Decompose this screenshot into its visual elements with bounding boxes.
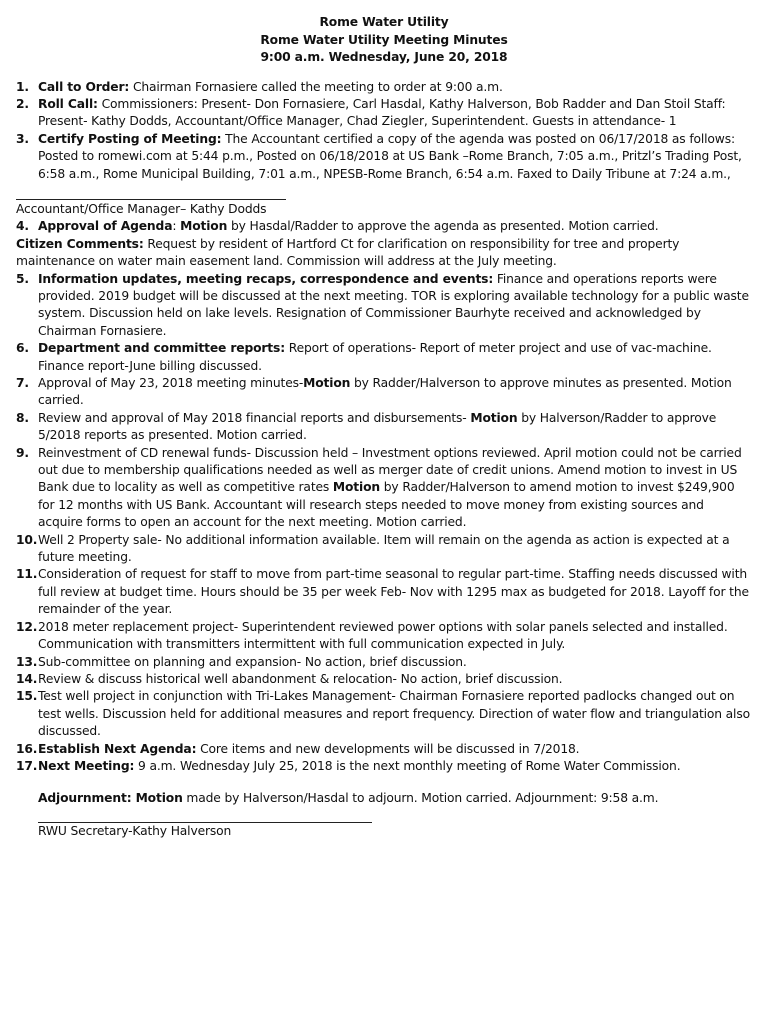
item-text-pre: Approval of May 23, 2018 meeting minutes- xyxy=(38,376,304,390)
agenda-item xyxy=(16,96,752,131)
agenda-item xyxy=(16,340,752,375)
item-text: Consideration of request for staff to move from part-time seasonal to regular part-time. Staffing needs discussed with full review at budget time. Hours should be 35 per week Feb- Nov with 1295 max as budgeted for 2018. Layoff for the remainder of the year. xyxy=(38,567,749,617)
secretary-signature-line xyxy=(38,810,372,823)
item-text: by Hasdal/Radder to approve the agenda as presented. Motion carried. xyxy=(227,219,659,234)
item-text: Finance and operations reports were provided. 2019 budget will be discussed at the next meeting. TOR is exploring available technology for a public waste system. Discussion held on lake levels. Resignation of Commissioner Baurhyte received and acknowledged by Chairman Fornasiere. xyxy=(38,271,749,338)
item-number: 17. xyxy=(16,758,38,773)
motion-keyword: Motion xyxy=(180,219,228,234)
agenda-item xyxy=(16,758,752,775)
agenda-item xyxy=(16,654,752,671)
agenda-item xyxy=(16,566,752,618)
item-number: 5. xyxy=(16,271,29,286)
agenda-item xyxy=(16,131,752,183)
agenda-item xyxy=(16,671,752,688)
citizen-comments xyxy=(16,236,752,271)
item-number: 12. xyxy=(16,619,38,634)
item-text: by Radder/Halverson to amend motion to invest $249,900 for 12 months with US Bank. Accountant will research steps needed to move money from existing sources and acquire forms to open an account for the next meeting. Motion carried. xyxy=(38,480,735,530)
agenda-items-part1 xyxy=(16,79,752,183)
accountant-signature-line xyxy=(16,183,286,200)
item-text: Chairman Fornasiere called the meeting to order at 9:00 a.m. xyxy=(129,79,503,94)
agenda-item xyxy=(16,532,752,567)
adjournment xyxy=(38,790,752,807)
agenda-item-approval xyxy=(16,218,752,235)
motion-keyword: Motion xyxy=(470,410,518,425)
item-text: by Radder/Halverson to approve minutes as presented. Motion carried. xyxy=(38,376,732,408)
accountant-signature-label: Accountant/Office Manager– Kathy Dodds xyxy=(16,201,267,216)
item-number: 10. xyxy=(16,532,38,547)
item-number: 13. xyxy=(16,654,38,669)
item-text: 2018 meter replacement project- Superintendent reviewed power options with solar panels selected and installed. Communication with transmitters intermittent with full communication expected in July. xyxy=(38,619,728,652)
organization-name: Rome Water Utility xyxy=(319,15,449,29)
agenda-item xyxy=(16,79,752,96)
agenda-item xyxy=(16,688,752,740)
agenda-item xyxy=(16,375,752,410)
item-text: by Halverson/Radder to approve 5/2018 reports as presented. Motion carried. xyxy=(38,410,717,443)
item-label: Department and committee reports: xyxy=(38,341,285,356)
item-label: Roll Call: xyxy=(38,96,98,111)
item-number: 6. xyxy=(16,341,29,356)
agenda-items-part2 xyxy=(16,271,752,776)
item-label: Call to Order: xyxy=(38,79,130,94)
item-number: 16. xyxy=(16,741,38,756)
item-label: Establish Next Agenda: xyxy=(38,741,197,756)
item-number: 15. xyxy=(16,689,38,704)
item-text-pre: Review and approval of May 2018 financial reports and disbursements- xyxy=(38,410,471,425)
item-text: 9 a.m. Wednesday July 25, 2018 is the next monthly meeting of Rome Water Commission. xyxy=(134,758,681,773)
item-number: 8. xyxy=(16,410,29,425)
item-label: Next Meeting: xyxy=(38,758,135,773)
document-title: Rome Water Utility Meeting Minutes xyxy=(260,32,508,47)
item-label: Information updates, meeting recaps, correspondence and events: xyxy=(38,271,494,286)
item-number: 14. xyxy=(16,671,38,686)
document-header xyxy=(16,14,752,67)
item-text: Well 2 Property sale- No additional information available. Item will remain on the agenda as action is expected at a future meeting. xyxy=(38,532,730,565)
item-text: Test well project in conjunction with Tri-Lakes Management- Chairman Fornasiere reported padlocks changed out on test wells. Discussion held for additional measures and report frequency. Direction of water flow and triangulation also discussed. xyxy=(38,689,750,739)
item-text: Commissioners: Present- Don Fornasiere, Carl Hasdal, Kathy Halverson, Bob Radder and Dan Stoil Staff: Present- Kathy Dodds, Accountant/Office Manager, Chad Ziegler, Superintendent. Guests in attendance- 1 xyxy=(38,96,726,129)
citizen-comments-text: Request by resident of Hartford Ct for clarification on responsibility for tree and property maintenance on water main easement land. Commission will address at the July meeting. xyxy=(16,236,680,269)
agenda-item xyxy=(16,619,752,654)
item-text: Core items and new developments will be discussed in 7/2018. xyxy=(196,741,580,756)
secretary-signature-label: RWU Secretary-Kathy Halverson xyxy=(38,823,232,838)
item-number: 4. xyxy=(16,219,29,234)
item-number: 9. xyxy=(16,445,29,460)
item-number: 3. xyxy=(16,131,29,146)
citizen-comments-label: Citizen Comments: xyxy=(16,236,144,251)
item-label: Approval of Agenda xyxy=(38,219,173,234)
agenda-item xyxy=(16,741,752,758)
motion-keyword: Motion xyxy=(332,480,381,495)
item-text-pre: Reinvestment of CD renewal funds- Discussion held – Investment options reviewed. April motion could not be carried out due to membership qualifications needed as well as merger date of credit unions. Amend motion to invest in US Bank due to locality as well as competitive rates xyxy=(38,445,742,495)
item-number: 2. xyxy=(16,96,29,111)
adjournment-label: Adjournment: Motion xyxy=(38,791,183,806)
agenda-item xyxy=(16,410,752,445)
agenda-item xyxy=(16,445,752,532)
item-text: The Accountant certified a copy of the agenda was posted on 06/17/2018 as follows: Posted to romewi.com at 5:44 p.m., Posted on 06/18/2018 at US Bank –Rome Branch, 7:05 a.m., Pritzl’s Trading Post, 6:58 a.m., Rome Municipal Building, 7:01 a.m., NPESB-Rome Branch, 6:54 a.m. Faxed to Daily Tribune at 7:24 a.m., xyxy=(38,131,742,181)
adjournment-text: made by Halverson/Hasdal to adjourn. Motion carried. Adjournment: 9:58 a.m. xyxy=(182,791,659,806)
item-text: Sub-committee on planning and expansion- No action, brief discussion. xyxy=(38,654,467,669)
agenda-item xyxy=(16,271,752,341)
item-colon: : xyxy=(172,219,181,234)
item-text: Review & discuss historical well abandonment & relocation- No action, brief discussion. xyxy=(38,671,563,686)
item-number: 1. xyxy=(16,79,29,94)
item-number: 11. xyxy=(16,567,38,582)
motion-keyword: Motion xyxy=(303,376,351,390)
item-number: 7. xyxy=(16,376,29,390)
item-text: Report of operations- Report of meter project and use of vac-machine. Finance report-June billing discussed. xyxy=(38,341,712,373)
meeting-datetime: 9:00 a.m. Wednesday, June 20, 2018 xyxy=(260,50,508,64)
item-label: Certify Posting of Meeting: xyxy=(38,131,222,146)
